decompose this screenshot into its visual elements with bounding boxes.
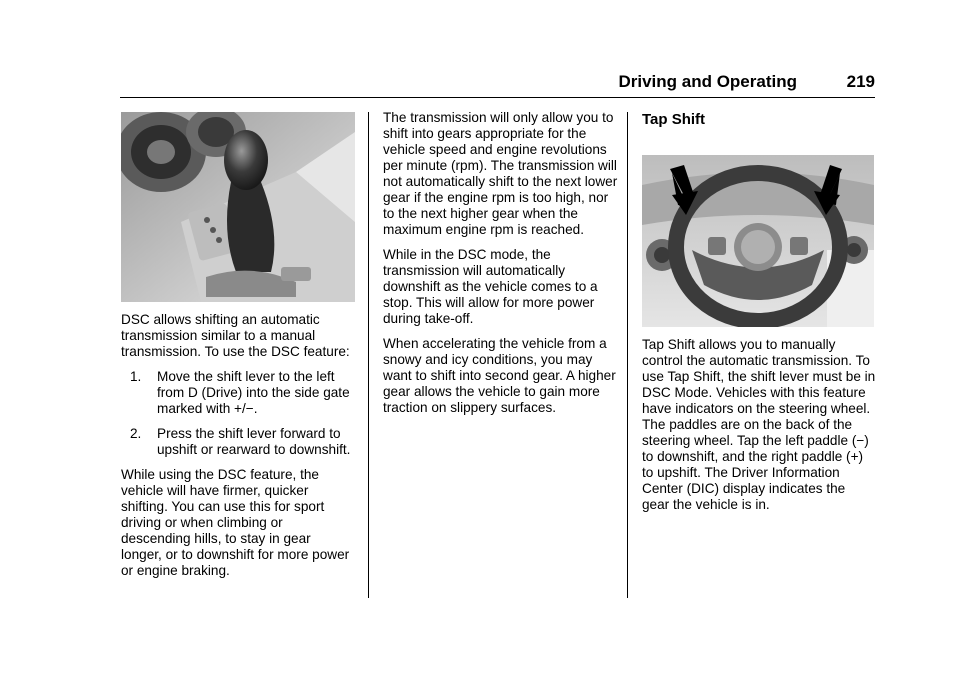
transmission-paragraph: The transmission will only allow you to shift into gears appropriate for the vehicle speed and engine revolutions per minute (rpm). The transmission will not automatically shift to the next lower gear if the engine rpm is too high, nor to the next higher gear when the maximum engine rpm is reached. bbox=[383, 110, 618, 237]
shift-lever-image bbox=[121, 112, 355, 302]
column-1 bbox=[121, 110, 355, 588]
section-title: Driving and Operating bbox=[618, 72, 797, 91]
dsc-feature-paragraph: While using the DSC feature, the vehicle will have firmer, quicker shifting. You can use this for sport driving or when climbing or descending hills, to stay in gear longer, or to downshift for more power or engine braking. bbox=[121, 467, 350, 578]
list-item bbox=[121, 369, 355, 417]
shift-lever-illustration bbox=[121, 112, 355, 302]
column-2 bbox=[383, 110, 619, 425]
tap-shift-heading: Tap Shift bbox=[642, 111, 706, 128]
step-number: 1. bbox=[130, 369, 142, 384]
steering-wheel-image bbox=[642, 155, 874, 327]
step-text: Press the shift lever forward to upshift or rearward to downshift. bbox=[157, 426, 351, 457]
dsc-steps-list bbox=[121, 369, 355, 458]
column-divider-1 bbox=[368, 112, 369, 598]
tap-shift-paragraph: Tap Shift allows you to manually control the automatic transmission. To use Tap Shift, the shift lever must be in DSC Mode. Vehicles with this feature have indicators on the steering wheel. The paddles are on the back of the steering wheel. Tap the left paddle (−) to downshift, and the right paddle (+) to upshift. The Driver Information Center (DIC) display indicates the gear the vehicle is in. bbox=[642, 337, 876, 512]
step-text: Move the shift lever to the left from D (Drive) into the side gate marked with +/−. bbox=[157, 369, 350, 416]
column-divider-2 bbox=[627, 112, 628, 598]
dsc-intro-paragraph: DSC allows shifting an automatic transmission similar to a manual transmission. To use the DSC feature: bbox=[121, 312, 350, 359]
list-item bbox=[121, 426, 355, 458]
steering-wheel-illustration bbox=[642, 155, 874, 327]
page-number: 219 bbox=[846, 72, 875, 91]
header-rule bbox=[120, 97, 875, 98]
column-3 bbox=[642, 110, 876, 522]
dsc-mode-paragraph: While in the DSC mode, the transmission will automatically downshift as the vehicle comes to a stop. This will allow for more power during take-off. bbox=[383, 247, 598, 326]
page-header bbox=[120, 72, 875, 98]
step-number: 2. bbox=[130, 426, 142, 441]
snowy-conditions-paragraph: When accelerating the vehicle from a snowy and icy conditions, you may want to shift into second gear. A higher gear allows the vehicle to gain more traction on slippery surfaces. bbox=[383, 336, 616, 415]
